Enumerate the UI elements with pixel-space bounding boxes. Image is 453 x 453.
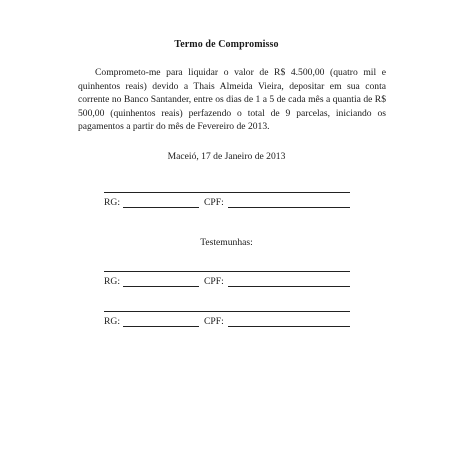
cpf-blank xyxy=(228,207,350,208)
rg-blank xyxy=(123,207,199,208)
commitment-paragraph: Comprometo-me para liquidar o valor de R$ 4.500,00 (quatro mil e quinhentos reais) devido a Thais Almeida Vieira, depositar em sua conta corrente no Banco Santander, entre os dias de 1 a 5 de cada mês a quantia de R$ 500,00 (quinhentos reais) perfazendo o total de 9 parcelas, iniciando os pagamentos a partir do mês de Fevereiro de 2013. xyxy=(78,67,386,133)
id-row-witness-2 xyxy=(104,316,350,328)
cpf-label: CPF: xyxy=(204,197,224,208)
id-row-debtor xyxy=(104,197,350,209)
place-date: Maceió, 17 de Janeiro de 2013 xyxy=(167,151,286,162)
id-row-witness-1 xyxy=(104,276,350,288)
cpf-label: CPF: xyxy=(204,276,224,287)
rg-label: RG: xyxy=(104,316,120,327)
cpf-blank xyxy=(228,326,350,327)
cpf-blank xyxy=(228,286,350,287)
signature-line-witness-1 xyxy=(104,271,350,272)
rg-label: RG: xyxy=(104,197,120,208)
rg-label: RG: xyxy=(104,276,120,287)
document-title: Termo de Compromisso xyxy=(174,39,279,50)
cpf-label: CPF: xyxy=(204,316,224,327)
signature-line-witness-2 xyxy=(104,311,350,312)
rg-blank xyxy=(123,286,199,287)
witnesses-heading: Testemunhas: xyxy=(200,237,253,248)
rg-blank xyxy=(123,326,199,327)
signature-line-debtor xyxy=(104,192,350,193)
